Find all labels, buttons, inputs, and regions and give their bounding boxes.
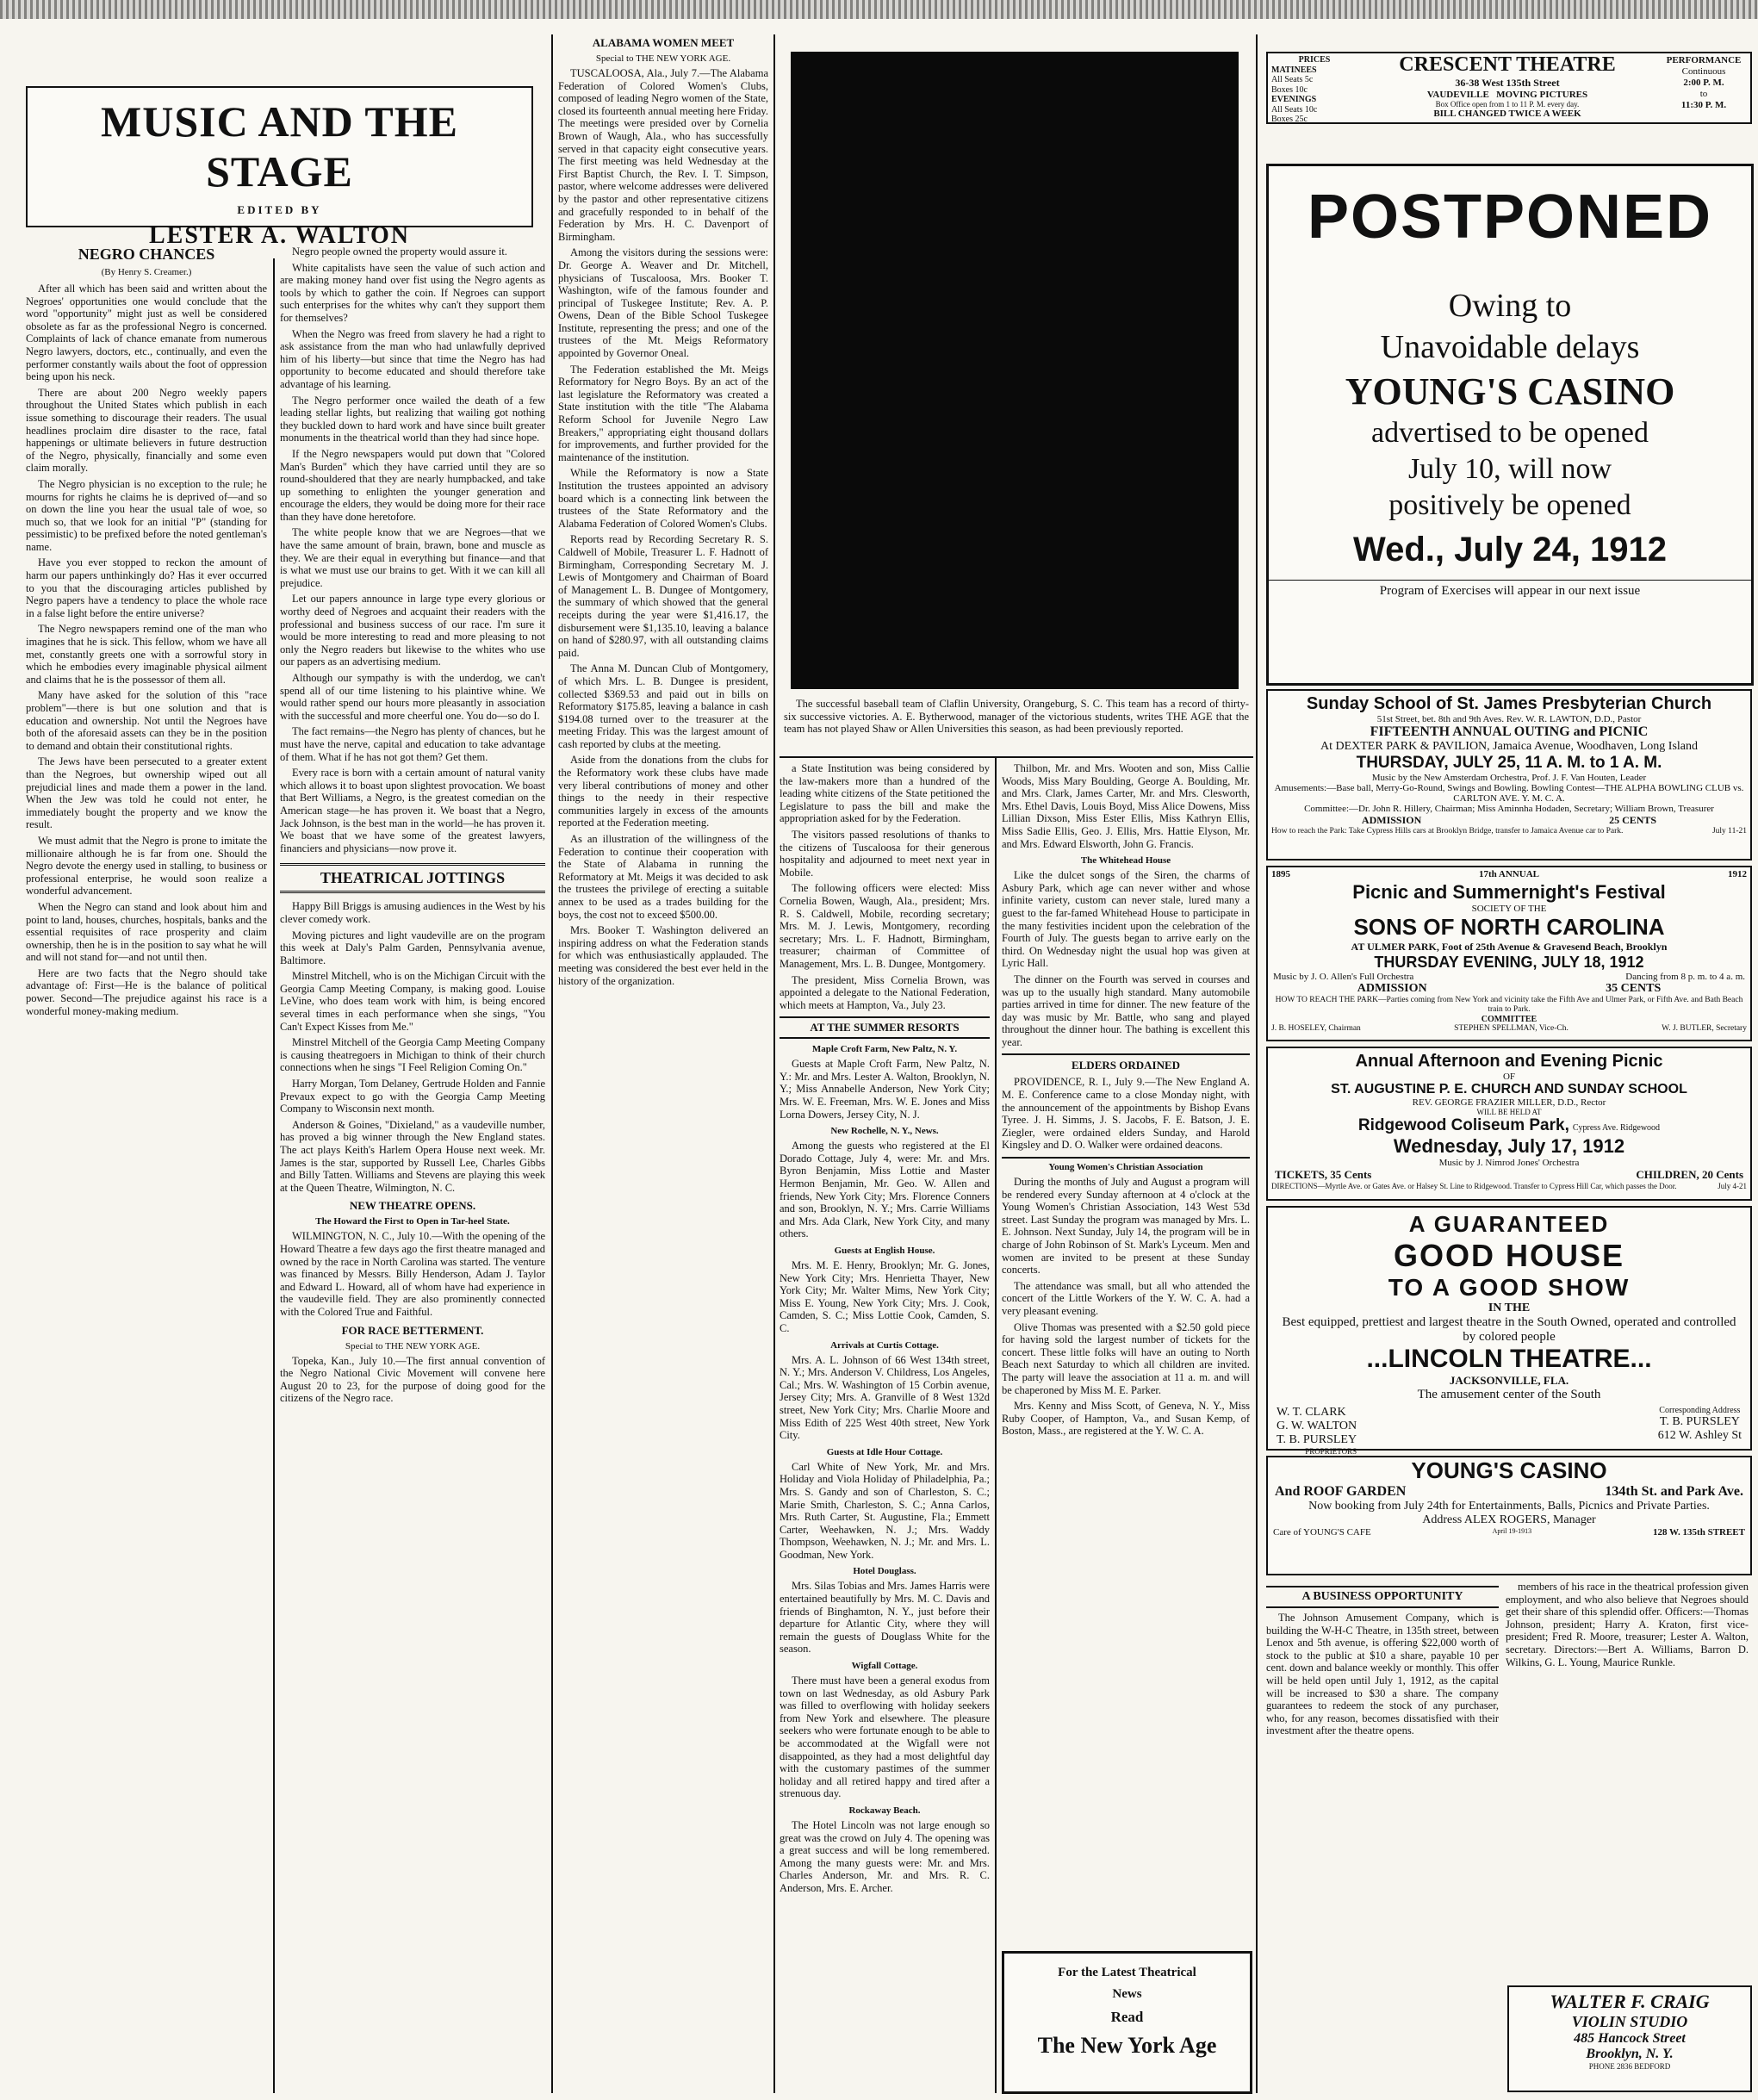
crescent-main [1361,53,1654,119]
article-title: ALABAMA WOMEN MEET [592,36,735,49]
craig-phone: PHONE 2836 BEDFORD [1588,2062,1671,2071]
resorts-title-box [780,1016,990,1039]
evening-box-price: Boxes 25c [1271,115,1308,124]
paragraph: The Negro newspapers remind one of the man who imagines that he is sick. This fellow, whom we have all met, constantly greets one with a sorrowful story in which he embodies every imaginable physical ailment and claims that he is the possessor of them all. [26,623,267,686]
casino-street: 128 W. 135th STREET [1653,1527,1745,1538]
lincoln-city: JACKSONVILLE, FLA. [1449,1374,1569,1387]
sunday-school-ad [1266,689,1752,861]
paragraph: Every race is born with a certain amount of natural vanity which allows it to boast upon slightest provocation. We boast that Bert Williams, a Negro, is the greatest comedian on the American stage—he has proven it. We boast that a Negro, Jack Johnson, is the best man in the world—he has proven it. We boast that we have some of the greatest lawyers, financiers and physicians—now prove it. [280,767,545,854]
postponed-line: July 10, will now [1407,453,1612,485]
paragraph: The Negro performer once wailed the death of a few leading stellar lights, but realizing that wailing got nothing they buckled down to hard work and have since built greater monuments in the theatrical world than they had since hope. [280,394,545,444]
section-subtitle: AT THE SUMMER RESORTS [810,1021,960,1034]
postponed-note: Program of Exercises will appear in our next issue [1269,580,1751,599]
article-byline: (By Henry S. Creamer.) [101,267,192,277]
casino-booking: Now booking from July 24th for Entertainments, Balls, Picnics and Private Parties. [1308,1500,1710,1513]
casino-garden: And ROOF GARDEN [1275,1484,1407,1499]
paragraph: Here are two facts that the Negro should take advantage of: First—He is the balance of political power. Second—The prejudice against his race is a wonderful money-making medium. [26,966,267,1017]
crescent-theatre-ad [1266,52,1752,124]
postponed-ad [1266,164,1754,686]
paragraph: The president, Miss Cornelia Brown, was appointed a delegate to the National Federation, which meets at Hampton, Va., July 23. [780,973,990,1011]
ad-directions: HOW TO REACH THE PARK—Parties coming from New York and vicinity take the Fifth Ave and Ulmer Park, or Fifth Ave. and Bath Beach train to Park. [1275,996,1743,1014]
admission-row [1268,814,1750,827]
article-dateline: Special to THE NEW YORK AGE. [595,53,731,64]
ad-music: Music by J. O. Allen's Full Orchestra [1273,972,1414,982]
editor-name: LESTER A. WALTON [148,222,411,249]
admission-price: 35 CENTS [1606,982,1662,995]
paragraph: WILMINGTON, N. C., July 10.—With the opening of the Howard Theatre a few days ago the first theatre managed and owned by the race in North Carolina was started. The venture was financed by Messrs. Billy Henderson, Adam J. Taylor and Edward L. Howard, all of whom have had experience in the vaudeville field. They are also prominently connected with the Colored True and Faithful. [280,1230,545,1318]
vaudeville-label: VAUDEVILLE [1426,90,1489,100]
column-rule [1256,34,1258,2093]
paragraph: Mrs. Kenny and Miss Scott, of Geneva, N. Y., Miss Ruby Cooper, of Hampton, Va., and Susan Kemp, of Boston, Mass., are registered at the Y. W. C. A. [1002,1400,1250,1438]
ad-music: Music by the New Amsterdam Orchestra, Prof. J. F. Van Houten, Leader [1371,773,1647,783]
paragraph: Carl White of New York, Mr. and Mrs. Holiday and Viola Holiday of Philadelphia, Pa.; Mrs. S. Gandy and son of Charleston, S. C.; Marie Smith, Charleston, S. C.; Anna Carlos, Mrs. Ruth Carter, St. Augustine, Fla.; Emmett Carter, Weehawken, N. J.; Mrs. Waddy Thompson, Weehawken, N. J.; Mr. and Mrs. L. Goodman, New York. [780,1460,990,1561]
paragraph: TUSCALOOSA, Ala., July 7.—The Alabama Federation of Colored Women's Clubs, composed of leading Negro women of the State, closed its fourteenth annual meeting here Friday. The meetings were presided over by Cornelia Brown of Waugh, Ala., who has successfully served in that capacity eight consecutive years. The first meeting was held Wednesday at the First Baptist Church, the Rev. I. T. Simpson, pastor, where welcome addresses were delivered by the pastor and other representative citizens and gracefully responded to in behalf of the Federation by Mrs. H. C. Davenport of Birmingham. [558,67,768,243]
subheading: Hotel Douglass. [853,1566,916,1577]
matinee-box-price: Boxes 10c [1271,84,1308,95]
program-types [1361,90,1654,100]
jotting-item: Happy Bill Briggs is amusing audiences in the West by his clever comedy work. [280,900,545,925]
photo-caption [784,698,1249,756]
paragraph: The attendance was small, but all who attended the concert of the Little Workers of the Y. W. C. A. had a very pleasant evening. [1002,1279,1250,1317]
bill-change: BILL CHANGED TWICE A WEEK [1433,109,1581,119]
paragraph: The Hotel Lincoln was not large enough so great was the crowd on July 4. The opening was a great success and will be long remembered. Among the many guests were: Mr. and Mrs. Charles Anderson, Mr. and Mrs. R. C. Anderson, Mrs. E. Archer. [780,1818,990,1894]
subheading-deck: The Howard the First to Open in Tar-heel State. [315,1216,510,1227]
postponed-date: Wed., July 24, 1912 [1353,531,1667,568]
edited-by-label: EDITED BY [237,203,322,216]
horizontal-rule [780,756,1253,758]
evening-seat-price: All Seats 10c [1271,104,1318,115]
subheading: Guests at English House. [834,1246,935,1256]
promo-line: Read [1110,2009,1144,2025]
ad-place: Ridgewood Coliseum Park, [1357,1116,1569,1134]
craig-studio: VIOLIN STUDIO [1571,2013,1688,2030]
paragraph: Mrs. M. E. Henry, Brooklyn; Mr. G. Jones, New York City; Mrs. Henrietta Thayer, New York City; Mr. Walter Mims, New York City; Miss E. Young, New York City; Mrs. J. Cook, Camden, S. C.; Miss Lottie Cook, Camden, S. C. [780,1259,990,1334]
section-title: MUSIC AND THE STAGE [101,97,458,196]
postponed-line: Unavoidable delays [1380,329,1640,365]
ad-title: Sunday School of St. James Presbyterian Church [1306,694,1712,713]
paragraph: Guests at Maple Croft Farm, New Paltz, N. Y.: Mr. and Mrs. Lester A. Walton, Brooklyn, N. Y.; Miss Annabelle Anderson, New York City; Mrs. W. E. Freeman, Mrs. W. E. Jones and Miss Lorna Dowers, Jersey City, N. J. [780,1058,990,1121]
jottings-title-box [280,863,545,893]
paragraph: The Anna M. Duncan Club of Montgomery, of which Mrs. L. B. Dungee is president, collected $369.53 and paid out in bills on Reformatory $175.85, leaving a balance in cash $194.08 turned over to the treasurer at the meeting Friday. This was the largest amount of cash reported by clubs at the meeting. [558,662,768,750]
lincoln-footer [1268,1402,1750,1459]
paragraph: If the Negro newspapers would put down that "Colored Man's Burden" which they have carried until they are so round-shouldered that they are nearly humpbacked, and take up something to enlighten the younger generation and encourage the elders, they would be doing more for their race than they have done heretofore. [280,447,545,523]
paragraph: The Johnson Amusement Company, which is building the W-H-C Theatre, in 135th street, between Lenox and 5th avenue, is offering $22,000 worth of stock to the public at $10 a share, payable 10 per cent. down and balance weekly or monthly. This offer will be held open until July 1, 1912, as the capital will be increased to $30 a share. The company guarantees to redeem the stock of any purchaser, who, for any reason, becomes dissatisfied with their investment after the theatre opens. [1266,1612,1499,1737]
paragraph: There must have been a general exodus from town on last Wednesday, as old Asbury Park was filled to overflowing with holiday seekers from New York and elsewhere. The pleasure seekers who were fortunate enough to be able to be accommodated at the Wigfall were not disappointed, as they had a most delightful day with the customary pastimes of the summer holiday and all retired happy and tired after a strenuous day. [780,1674,990,1800]
admission-row [1268,982,1750,996]
subheading: Young Women's Christian Association [1002,1157,1250,1172]
continuous-label: Continuous [1681,66,1726,77]
jotting-item: Anderson & Goines, "Dixieland," as a vaudeville number, has proved a big winner through the New England states. The act plays Keith's Harlem Opera House next week. Mr. James is the star, supported by Russell Lee, Charles Gibbs and Billy Tatten. Williams and Stevens are playing this week at the Queen Theatre, Wilmington, N. C. [280,1118,545,1194]
in-the-label: IN THE [1488,1302,1531,1314]
paragraph: Among the visitors during the sessions were: Dr. George A. Weaver and Dr. Mitchell, physicians of Tuscaloosa, Mrs. Booker T. Washington, wife of the famous founder and principal of Tuskegee Institute; Rev. A. P. Owens, Dean of the Bible School Tuskegee Institute, representing the press; and one of the trustees of the Mt. Meigs Reformatory appointed by Governor Oneal. [558,246,768,360]
ad-directions: How to reach the Park: Take Cypress Hills cars at Brooklyn Bridge, transfer to Jamaica Avenue car to Park. [1271,827,1624,836]
paragraph: The Negro physician is no exception to the rule; he mourns for rights he claims he is deprived of—and so on down the line you hear the usual tale of woe, so much so, that we look for an initial "P" (standing for pessimistic) to be prefixed before the noted gentleman's name. [26,477,267,553]
paragraph: Have you ever stopped to reckon the amount of harm our papers unthinkingly do? Has it ever occurred to you that the discouraging articles published by Negro papers have a tendency to place the whole race in a false light before the entire universe? [26,556,267,619]
paragraph: The dinner on the Fourth was served in courses and was up to the usually high standard. Many automobile parties arrived in time for dinner. The new feature of the day was music by Mr. Battle, who sang and played throughout the dinner hour. The bathing is excellent this year. [1002,972,1250,1048]
subheading: Wigfall Cottage. [851,1661,918,1672]
casino-title: YOUNG'S CASINO [1411,1457,1607,1483]
jotting-item: Harry Morgan, Tom Delaney, Gertrude Holden and Fannie Prevaux expect to go with the Georgia Camp Meeting Company to Wisconsin next month. [280,1078,545,1115]
paragraph: When the Negro can stand and look about him and point to land, houses, churches, hospitals, banks and the essential requisites of race prosperity and claim ownership, then he is in the position to say what he will and will not stand for—and not until then. [26,900,267,964]
promo-line: For the Latest Theatrical [1058,1966,1196,1979]
performance-block [1661,55,1747,111]
paragraph: Mrs. Silas Tobias and Mrs. James Harris were entertained beautifully by Mrs. M. C. Davis and friends of Binghamton, N. Y., just before their departure for Atlantic City, where they will remain the guests of Douglass White for the season. [780,1580,990,1656]
paragraph: Among the guests who registered at the El Dorado Cottage, July 4, were: Mr. and Mrs. Byron Benjamin, Miss Lottie and Master Hermon Benjamin, Mr. Geo. W. Allen and friends, New York City; Mrs. Florence Conners and son, Brooklyn, N. Y.; Mrs. Carrie Williams and Mrs. Ada Clark, New York City, and many others. [780,1140,990,1240]
paragraph: As an illustration of the willingness of the Federation to continue their cooperation with the State of Alabama in running the Reformatory at Mt. Meigs it was decided to ask the trustees the privilege of erecting a suitable annex to be used as a trades building for the boys, the cost not to exceed $500.00. [558,833,768,921]
year-end: 1912 [1727,869,1747,879]
subheading: Rockaway Beach. [848,1805,921,1816]
committee-secretary: W. J. BUTLER, Secretary [1662,1024,1747,1033]
directions-row [1268,1182,1750,1190]
corr-address: 612 W. Ashley St [1657,1429,1742,1442]
admission-label: ADMISSION [1361,814,1422,826]
column-rule [995,758,997,2093]
lincoln-theatre-ad [1266,1206,1752,1456]
subheading: Guests at Idle Hour Cottage. [826,1446,943,1457]
subheading-deck: Special to THE NEW YORK AGE. [345,1340,481,1351]
paragraph: Topeka, Kan., July 10.—The first annual convention of the Negro National Civic Movement will convene here August 20 to 23, for the purpose of doing good for the citizens of the Negro race. [280,1354,545,1405]
column-negro-chances [26,245,267,2093]
paragraph: PROVIDENCE, R. I., July 9.—The New England A. M. E. Conference came to a close Monday night, with the announcement of the appointments by Bishop Evans Tyree. J. H. Simms, J. S. Jacobs, F. E. Batson, J. E. Ziegler, were ordained elders Sunday, and Harold Kingsley and D. O. Walker were ordained deacons. [1002,1076,1250,1152]
lincoln-description: Best equipped, prettiest and largest theatre in the South Owned, operated and controlled by colored people [1282,1315,1736,1344]
children-price: CHILDREN, 20 Cents [1636,1168,1743,1181]
caption-text: The successful baseball team of Claflin University, Orangeburg, S. C. This team has a record of thirty-six successive victories. A. E. Bytherwood, manager of the victorious students, writes THE AGE that the team has not played Shaw or Allen Universities this season, as had been previously reported. [784,698,1249,736]
craig-address: 485 Hancock Street [1574,2031,1686,2046]
paragraph: The following officers were elected: Miss Cornelia Bowen, Waugh, Ala., president; Mrs. R. S. Caldwell, Mobile, recording secretary; Mrs. M. J. Lewis, Montgomery, recording secretary; Mrs. L. F. Hadnott, Birmingham, treasurer; chairman of Committee of Management, Mrs. L. B. Dungee, Montgomery. [780,882,990,970]
postponed-line: Owing to [1448,288,1572,324]
paragraph: White capitalists have seen the value of such action and are making money hand over fist using the Negro agents as tools by which to gather the coin. If Negroes can support such enterprises for the whites why can't they support them for themselves? [280,261,545,324]
paragraph: The fact remains—the Negro has plenty of chances, but he must have the nerve, capital and education to take advantage of them. What if he has not got them? Get them. [280,725,545,763]
lincoln-tagline: The amusement center of the South [1417,1388,1601,1401]
paragraph: The Jews have been persecuted to a greater extent than the Negroes, but ownership wiped out all prejudicial lines and made them a power in the land. When the Jew was told he could not enter, he immediately bought the property and we know the result. [26,755,267,831]
north-carolina-ad [1266,866,1752,1041]
box-office-hours: Box Office open from 1 to 11 P. M. every day. [1435,100,1580,109]
paragraph: The visitors passed resolutions of thanks to the citizens of Tuscaloosa for their generous hospitality and adjourned to meet next year in Mobile. [780,828,990,879]
admission-price: 25 CENTS [1609,814,1657,826]
column-rule [551,34,553,2093]
ad-amusements: Amusements:—Base ball, Merry-Go-Round, Swings and Bowling. Bowling Contest—THE ALPHA BOWLING CLUB vs. CARLTON AVE. Y. M. C. A. [1274,783,1744,804]
corr-name: T. B. PURSLEY [1659,1415,1740,1428]
music-row [1268,972,1750,982]
paragraph: The white people know that we are Negroes—that we have the same amount of brain, brawn, bone and muscle as they. We are their equal in everything but finance—and that is what we must use our brains to get. With it we can kill all prejudice. [280,526,545,589]
ad-date: THURSDAY EVENING, JULY 18, 1912 [1374,954,1644,971]
jottings-title: THEATRICAL JOTTINGS [320,869,506,887]
matinees-label: MATINEES [1271,65,1317,75]
column-two [280,245,545,2093]
column-rule [773,34,775,2093]
paragraph: a State Institution was being considered by the law-makers more than a hundred of the leading white citizens of the State petitioned the Legislature to pass the bill and make the appropriation asked for by the Federation. [780,762,990,825]
ad-dateline: July 11-21 [1711,827,1747,836]
ad-directions: DIRECTIONS—Myrtle Ave. or Gates Ave. or Halsey St. Line to Ridgewood. Transfer to Cypress Hill Car, which passes the Door. [1271,1182,1677,1190]
proprietors-label: PROPRIETORS [1305,1447,1357,1456]
column-resorts [780,762,990,2093]
ad-committee: Committee:—Dr. John R. Hillery, Chairman; Miss Aminnha Hodaden, Secretary; William Brown, Treasurer [1304,804,1714,814]
proprietor: G. W. WALTON [1277,1420,1357,1432]
subheading: NEW THEATRE OPENS. [349,1199,476,1213]
to-label: to [1699,89,1708,99]
tickets-row [1268,1168,1750,1182]
year-start: 1895 [1271,869,1290,879]
ad-place: AT ULMER PARK, Foot of 25th Avenue & Gravesend Beach, Brooklyn [1351,941,1668,953]
jotting-item: Moving pictures and light vaudeville are on the program this week at Daly's Palm Garden, Pennsylvania avenue, Baltimore. [280,929,545,966]
good-show-label: TO A GOOD SHOW [1388,1274,1631,1301]
ad-place: At DEXTER PARK & PAVILION, Jamaica Avenue, Woodhaven, Long Island [1320,740,1699,753]
correspondence-block [1658,1406,1742,1456]
postponed-line: positively be opened [1388,489,1631,521]
ad-event: FIFTEENTH ANNUAL OUTING and PICNIC [1370,724,1649,739]
committee-chair: J. B. HOSELEY, Chairman [1271,1024,1361,1033]
prices-label: PRICES [1298,55,1331,65]
matinee-seat-price: All Seats 5c [1271,75,1314,84]
casino-manager: Address ALEX ROGERS, Manager [1422,1513,1596,1526]
place-row [1268,1116,1750,1135]
section-header [26,86,533,249]
ad-address: 51st Street, bet. 8th and 9th Aves. Rev. W. R. LAWTON, D.D., Pastor [1376,714,1642,724]
theatre-name: CRESCENT THEATRE [1399,53,1616,76]
paragraph: Many have asked for the solution of this "race problem"—there is but one solution and that is education and ownership. Not until the Negroes have both of the aforesaid assets can they be in the position to demand and obtain their constitutional rights. [26,689,267,752]
ad-dateline: July 4-21 [1718,1182,1747,1190]
committee-label: COMMITTEE [1481,1015,1537,1024]
year-row [1268,867,1750,881]
column-alabama [558,34,768,2093]
pictures-label: MOVING PICTURES [1496,90,1588,100]
ad-music: Music by J. Nimrod Jones' Orchestra [1438,1158,1580,1168]
committee-row [1268,1024,1750,1033]
casino-garden-row [1268,1484,1750,1500]
paragraph: Thilbon, Mr. and Mrs. Wooten and son, Miss Callie Woods, Miss Mary Boulding, George A. Boulding, Mr. and Mrs. Clark, James Carter, Mr. and Mrs. Clesworth, Mrs. Ethel Davis, Louis Boyd, Miss Alice Dowens, Miss Lillian Dixson, Miss Ester Ellis, Miss Kathryn Ellis, Miss Sadie Ellis, Geo. J. Ellis, Mrs. Hattie Elyson, Mr. and Mrs. Edward Elsworth, John G. Francis. [1002,762,1250,850]
corr-label: Corresponding Address [1659,1406,1741,1415]
paragraph: The Federation established the Mt. Meigs Reformatory for Negro Boys. By an act of the last legislature the Reformatory was created a State institution with the title "The Alabama Reform School for Juvenile Negro Law Breakers," appropriating eight thousand dollars for improvements, and further provided for the maintenance of the institution. [558,363,768,463]
paragraph: While the Reformatory is now a State Institution the trustees appointed an advisory board which is a connecting link between the trustees of the State Reformatory and the Alabama Federation of Colored Women's Clubs. [558,467,768,530]
paragraph: During the months of July and August a program will be rendered every Sunday afternoon at 4 o'clock at the Young Women's Christian Association, 143 West 53d street. Last Sunday the program was managed by Mrs. L. E. Johnson. Next Sunday, July 14, the program will be in charge of John Robinson of St. Mark's Lyceum. Men and women are invited to be present at these Sunday concerts. [1002,1176,1250,1277]
ad-title: Picnic and Summernight's Festival [1352,881,1666,903]
postponed-title: POSTPONED [1307,183,1713,252]
column-rule [273,258,275,2093]
article-title: NEGRO CHANCES [78,245,215,263]
paragraph: When the Negro was freed from slavery he had a right to ask assistance from the man who had unlawfully deprived him of his liberty—but since that time the Negro has had opportunity to become educated and should therefore take advantage of his learning. [280,327,545,390]
held-label: WILL BE HELD AT [1476,1108,1542,1116]
paragraph: Mrs. A. L. Johnson of 66 West 134th street, N. Y.; Mrs. Anderson V. Childress, Los Angeles, Cal.; Mrs. W. Washington of 15 Corbin avenue, Jersey City; Mrs. A. Granville of 8 West 132d street, New York City; Mrs. Charlie Moore and Miss Edith of 225 West 40th street, New York City. [780,1353,990,1442]
craig-name: WALTER F. CRAIG [1550,1991,1710,2012]
start-time: 2:00 P. M. [1683,78,1724,88]
of-label: OF [1502,1072,1516,1082]
ad-place-detail: Cypress Ave. Ridgewood [1572,1123,1661,1133]
new-york-age-promo [1002,1951,1252,2094]
paragraph: There are about 200 Negro weekly papers throughout the United States which publish in each issue something to discourage their readers. The usual headlines proclaim dire disaster to the race, fatal happenings or ultimate believers in future destruction of the Negro, physically, financially and some even claim morally. [26,386,267,475]
postponed-casino: YOUNG'S CASINO [1345,370,1675,413]
paragraph: Negro people owned the property would assure it. [292,245,507,258]
rector-name: REV. GEORGE FRAZIER MILLER, D.D., Rector [1412,1097,1606,1108]
paragraph: Like the dulcet songs of the Siren, the charms of Asbury Park, which age can never wither and whose infinite variety, custom can never stale, lured many a guest to the far-famed Whitehead House to participate in the many festivities incident upon the celebration of the Fourth of July. The guests began to arrive early on the third. On Wednesday night the usual hop was given at Lyric Hall. [1002,869,1250,970]
subheading: Arrivals at Curtis Cottage. [830,1339,939,1351]
st-augustine-ad [1266,1047,1752,1201]
subheading: The Whitehead House [1080,855,1171,867]
committee-vice: STEPHEN SPELLMAN, Vice-Ch. [1454,1024,1569,1033]
sons-title: SONS OF NORTH CAROLINA [1353,914,1665,940]
casino-care: Care of YOUNG'S CAFE [1273,1527,1371,1538]
ad-dancing: Dancing from 8 p. m. to 4 a. m. [1625,972,1745,982]
paragraph: After all which has been said and written about the Negroes' opportunities one would conclude that the word "opportunity" might just as well be considered obsolete as far as the professional Negro is concerned. Complaints of lack of chance emanate from numerous Negro lawyers, doctors, etc., continually, and even the performer constantly wails about the foot of oppression being upon his neck. [26,283,267,383]
admission-label: ADMISSION [1357,982,1427,995]
church-name: ST. AUGUSTINE P. E. CHURCH AND SUNDAY SCHOOL [1331,1082,1687,1097]
jotting-item: Minstrel Mitchell, who is on the Michigan Circuit with the Georgia Camp Meeting Company, is making good. Louise LeVine, who does team work with him, is being encored several times in each performance when she sings, "You Can't Expect Kisses from Me." [280,970,545,1033]
paragraph: Olive Thomas was presented with a $2.50 gold piece for having sold the largest number of tickets for the concert. These little folks will have an outing to North Beach next Saturday to which all children are invited. The party will leave the association at 11 a. m. and will be chaperoned by Miss M. E. Parker. [1002,1320,1250,1396]
promo-line: News [1112,1987,1142,2001]
prices-block [1271,55,1357,125]
business-title: A BUSINESS OPPORTUNITY [1266,1586,1499,1608]
ad-date: THURSDAY, JULY 25, 11 A. M. to 1 A. M. [1356,754,1662,772]
subheading: New Rochelle, N. Y., News. [830,1126,939,1137]
column-five [1002,762,1250,2093]
baseball-team-photo [791,52,1239,689]
casino-footer [1268,1527,1750,1538]
subheading: FOR RACE BETTERMENT. [341,1323,484,1337]
postponed-line: advertised to be opened [1371,417,1649,449]
paragraph: Let our papers announce in large type every glorious or worthy deed of Negroes and acquaint their readers with the professional and business success of our race. I'm sure it would be more interesting to read and more pleasing to not only the Negro readers but likewise to the whites who use our papers as an advertising medium. [280,593,545,668]
good-house-label: GOOD HOUSE [1393,1238,1625,1273]
ad-title: Annual Afternoon and Evening Picnic [1355,1052,1663,1071]
ad-date: Wednesday, July 17, 1912 [1393,1135,1625,1157]
craig-city: Brooklyn, N. Y. [1586,2047,1674,2061]
proprietor: T. B. PURSLEY [1277,1433,1357,1446]
jotting-item: Minstrel Mitchell of the Georgia Camp Meeting Company is causing theatregoers in Michigan to think of their church connections when he sings "I Feel Religion Coming On." [280,1036,545,1074]
business-continued [1506,1581,1749,1770]
performance-label: PERFORMANCE [1666,55,1742,65]
tickets-price: TICKETS, 35 Cents [1275,1168,1372,1181]
business-opportunity [1266,1581,1499,2093]
end-time: 11:30 P. M. [1680,100,1727,110]
society-label: SOCIETY OF THE [1471,904,1547,914]
section-subtitle: ELDERS ORDAINED [1002,1053,1250,1072]
theatre-address: 36-38 West 135th Street [1455,77,1560,89]
casino-dateline: April 19-1913 [1492,1527,1532,1535]
guaranteed-label: A GUARANTEED [1408,1211,1610,1237]
promo-masthead: The New York Age [1037,2033,1217,2058]
youngs-casino-ad [1266,1456,1752,1575]
paragraph: Aside from the donations from the clubs for the Reformatory work these clubs have made very liberal contributions of money and other things to the needy in their respective communities largely in excess of the amounts reported at the Federation meeting. [558,754,768,829]
lincoln-name: ...LINCOLN THEATRE... [1366,1345,1652,1373]
proprietor: W. T. CLARK [1277,1406,1346,1419]
ad-directions-row [1268,827,1750,836]
craig-violin-ad [1507,1985,1752,2092]
paragraph: Mrs. Booker T. Washington delivered an inspiring address on what the Federation stands for which was enthusiastically applauded. The meeting was considered the best ever held in the history of the organization. [558,924,768,987]
paragraph: Reports read by Recording Secretary R. S. Caldwell of Mobile, Treasurer L. F. Hadnott of Birmingham, Corresponding Secretary M. J. Lewis of Montgomery and Chairman of Board of Management L. B. Dungee of Montgomery, the summary of which showed that the general receipts during the year were $1,416.17, the disbursement were $1,135.10, leaving a balance on hand of $280.97, with all outstanding claims paid. [558,533,768,659]
paragraph: We must admit that the Negro is prone to imitate the millionaire although he is far from one. Should the Negro devote the energy used in stalling, to business or professional enterprise, he would soon realize a wonderful advancement. [26,834,267,898]
paragraph: members of his race in the theatrical profession given employment, and who also believe that Negroes should get their share of this splendid offer. Officers:—Thomas Johnson, president; Harry A. Kraton, first vice-president; Fred R. Moore, treasurer; Lester A. Walton, secretary. Directors:—Bert A. Williams, Barron D. Wilkins, G. L. Young, Maurice Runkle. [1506,1581,1749,1668]
annual-label: 17th ANNUAL [1479,869,1539,879]
paragraph: Although our sympathy is with the underdog, we can't spend all of our time listening to his plaintive whine. We would rather spend our hours more pleasantly in association with the successful and more cheerful one. You do—so do I. [280,672,545,722]
evenings-label: EVENINGS [1271,95,1317,104]
casino-address: 134th St. and Park Ave. [1605,1484,1743,1499]
subheading: Maple Croft Farm, New Paltz, N. Y. [811,1044,958,1055]
proprietors-block [1277,1406,1357,1456]
page-top-border [0,0,1758,19]
